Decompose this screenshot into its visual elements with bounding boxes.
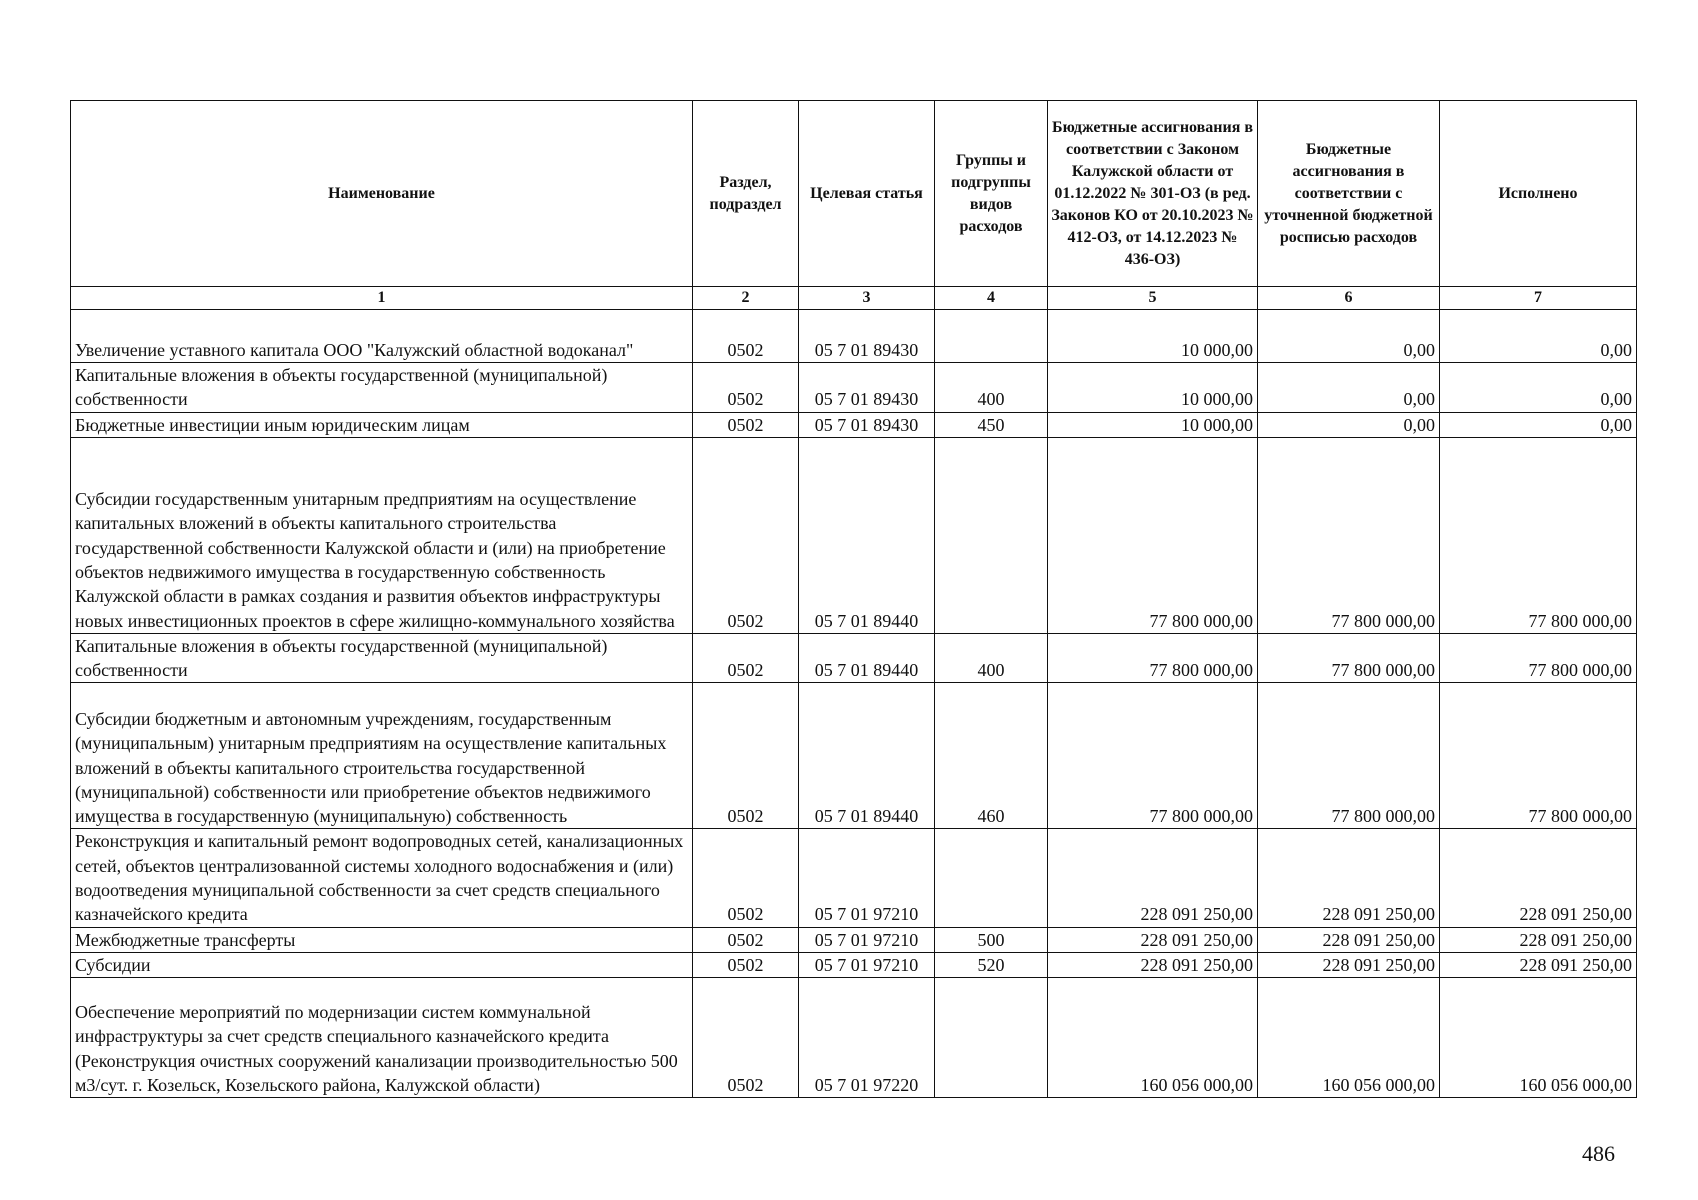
row-done: 77 800 000,00	[1440, 683, 1637, 829]
table-row	[71, 978, 1637, 1098]
row-section: 0502	[693, 633, 799, 683]
row-name: Обеспечение мероприятий по модернизации систем коммунальной инфраструктуры за счет средств специального казначейского кредита (Реконструкция очистных сооружений канализации производительностью 500 м3/сут. г. Козельск, Козельского района, Калужской области)	[71, 978, 693, 1098]
header-group: Группы и подгруппы видов расходов	[935, 101, 1048, 287]
row-plan: 228 091 250,00	[1258, 952, 1440, 977]
header-plan: Бюджетные ассигнования в соответствии с уточненной бюджетной росписью расходов	[1258, 101, 1440, 287]
column-number: 2	[693, 287, 799, 310]
row-group	[935, 978, 1048, 1098]
row-law: 10 000,00	[1048, 412, 1258, 437]
page-number: 486	[1582, 1141, 1615, 1166]
column-number: 5	[1048, 287, 1258, 310]
row-law: 228 091 250,00	[1048, 927, 1258, 952]
row-done: 228 091 250,00	[1440, 927, 1637, 952]
row-law: 77 800 000,00	[1048, 633, 1258, 683]
row-name: Бюджетные инвестиции иным юридическим лицам	[71, 412, 693, 437]
header-target: Целевая статья	[799, 101, 935, 287]
row-section: 0502	[693, 978, 799, 1098]
row-law: 10 000,00	[1048, 363, 1258, 413]
row-done: 228 091 250,00	[1440, 829, 1637, 927]
table-row	[71, 412, 1637, 437]
row-target: 05 7 01 89440	[799, 437, 935, 633]
row-name: Субсидии государственным унитарным предприятиям на осуществление капитальных вложений в объекты капитального строительства государственной собственности Калужской области и (или) на приобретение объектов недвижимого имущества в государственную собственность Калужской области в рамках создания и развития объектов инфраструктуры новых инвестиционных проектов в сфере жилищно-коммунального хозяйства	[71, 437, 693, 633]
row-target: 05 7 01 97220	[799, 978, 935, 1098]
row-group: 500	[935, 927, 1048, 952]
row-target: 05 7 01 89430	[799, 412, 935, 437]
row-target: 05 7 01 97210	[799, 829, 935, 927]
row-law: 228 091 250,00	[1048, 952, 1258, 977]
table-row	[71, 437, 1637, 633]
column-number: 1	[71, 287, 693, 310]
row-target: 05 7 01 97210	[799, 952, 935, 977]
row-plan: 77 800 000,00	[1258, 683, 1440, 829]
row-section: 0502	[693, 412, 799, 437]
column-number: 4	[935, 287, 1048, 310]
row-group	[935, 829, 1048, 927]
header-done: Исполнено	[1440, 101, 1637, 287]
row-law: 10 000,00	[1048, 310, 1258, 363]
column-number: 7	[1440, 287, 1637, 310]
row-group: 400	[935, 363, 1048, 413]
row-law: 77 800 000,00	[1048, 437, 1258, 633]
table-row	[71, 363, 1637, 413]
row-law: 77 800 000,00	[1048, 683, 1258, 829]
row-plan: 77 800 000,00	[1258, 437, 1440, 633]
row-law: 228 091 250,00	[1048, 829, 1258, 927]
row-section: 0502	[693, 363, 799, 413]
row-name: Капитальные вложения в объекты государственной (муниципальной) собственности	[71, 633, 693, 683]
table-row	[71, 310, 1637, 363]
header-law: Бюджетные ассигнования в соответствии с Законом Калужской области от 01.12.2022 № 301-ОЗ (в ред. Законов КО от 20.10.2023 № 412-ОЗ, от 14.12.2023 № 436-ОЗ)	[1048, 101, 1258, 287]
row-group	[935, 310, 1048, 363]
row-group: 400	[935, 633, 1048, 683]
table-row	[71, 683, 1637, 829]
row-name: Реконструкция и капитальный ремонт водопроводных сетей, канализационных сетей, объектов централизованной системы холодного водоснабжения и (или) водоотведения муниципальной собственности за счет средств специального казначейского кредита	[71, 829, 693, 927]
row-target: 05 7 01 89440	[799, 633, 935, 683]
row-plan: 228 091 250,00	[1258, 829, 1440, 927]
row-name: Субсидии	[71, 952, 693, 977]
row-group: 450	[935, 412, 1048, 437]
row-done: 77 800 000,00	[1440, 437, 1637, 633]
row-done: 77 800 000,00	[1440, 633, 1637, 683]
row-done: 0,00	[1440, 412, 1637, 437]
row-plan: 77 800 000,00	[1258, 633, 1440, 683]
column-number: 3	[799, 287, 935, 310]
table-body	[71, 310, 1637, 1098]
row-plan: 160 056 000,00	[1258, 978, 1440, 1098]
row-section: 0502	[693, 829, 799, 927]
row-section: 0502	[693, 683, 799, 829]
table-header	[71, 101, 1637, 310]
table-row	[71, 829, 1637, 927]
row-group	[935, 437, 1048, 633]
table-row	[71, 633, 1637, 683]
row-name: Субсидии бюджетным и автономным учреждениям, государственным (муниципальным) унитарным предприятиям на осуществление капитальных вложений в объекты капитального строительства государственной (муниципальной) собственности или приобретение объектов недвижимого имущества в государственную (муниципальную) собственность	[71, 683, 693, 829]
row-plan: 228 091 250,00	[1258, 927, 1440, 952]
row-name: Капитальные вложения в объекты государственной (муниципальной) собственности	[71, 363, 693, 413]
row-done: 228 091 250,00	[1440, 952, 1637, 977]
row-done: 0,00	[1440, 310, 1637, 363]
row-target: 05 7 01 89430	[799, 363, 935, 413]
row-section: 0502	[693, 952, 799, 977]
row-target: 05 7 01 89430	[799, 310, 935, 363]
row-target: 05 7 01 89440	[799, 683, 935, 829]
row-target: 05 7 01 97210	[799, 927, 935, 952]
header-section: Раздел, подраздел	[693, 101, 799, 287]
row-name: Увеличение уставного капитала ООО "Калужский областной водоканал"	[71, 310, 693, 363]
row-name: Межбюджетные трансферты	[71, 927, 693, 952]
row-plan: 0,00	[1258, 363, 1440, 413]
table-row	[71, 952, 1637, 977]
row-plan: 0,00	[1258, 310, 1440, 363]
budget-table	[70, 100, 1637, 1098]
header-name: Наименование	[71, 101, 693, 287]
row-group: 520	[935, 952, 1048, 977]
row-done: 160 056 000,00	[1440, 978, 1637, 1098]
row-done: 0,00	[1440, 363, 1637, 413]
row-plan: 0,00	[1258, 412, 1440, 437]
row-group: 460	[935, 683, 1048, 829]
row-section: 0502	[693, 437, 799, 633]
column-number: 6	[1258, 287, 1440, 310]
row-law: 160 056 000,00	[1048, 978, 1258, 1098]
row-section: 0502	[693, 310, 799, 363]
row-section: 0502	[693, 927, 799, 952]
table-row	[71, 927, 1637, 952]
